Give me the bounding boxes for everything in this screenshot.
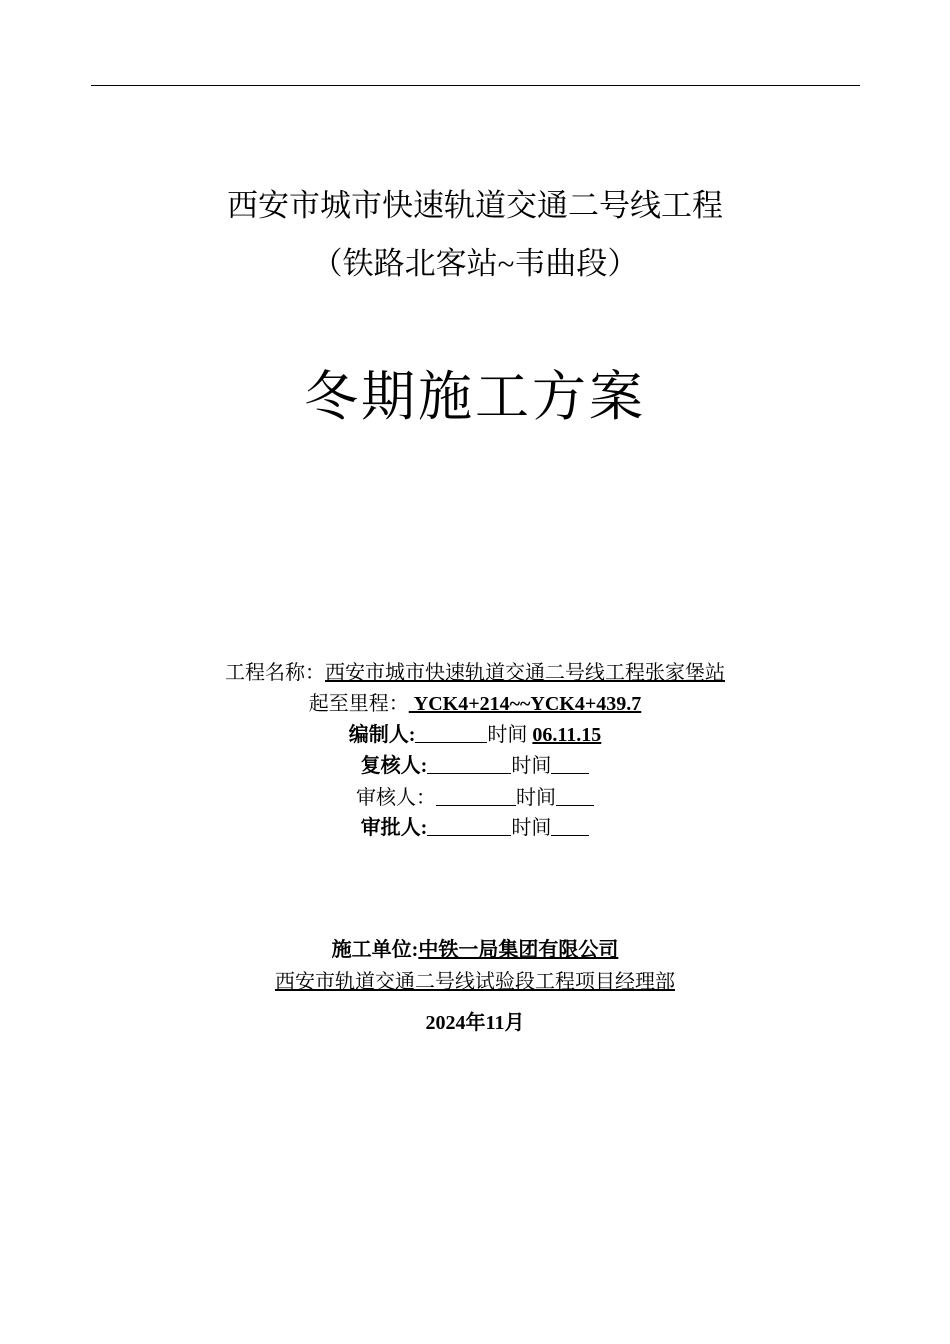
reviewer-time-label: 时间	[511, 755, 552, 777]
reviewer-signature-blank	[427, 755, 511, 774]
project-name-label: 工程名称：	[225, 662, 325, 684]
header-rule	[91, 85, 860, 86]
document-date: 2024年11月	[425, 1012, 525, 1034]
department-name: 西安市轨道交通二号线试验段工程项目经理部	[275, 971, 675, 993]
department-line	[0, 969, 950, 995]
auditor-label: 审核人：	[356, 787, 436, 809]
compiler-date: 06.11.15	[532, 724, 602, 746]
construction-unit-label: 施工单位:	[331, 939, 419, 961]
project-title: 西安市城市快速轨道交通二号线工程	[227, 188, 723, 223]
approver-date-blank	[551, 817, 589, 836]
reviewer-label: 复核人:	[360, 755, 428, 777]
section-title: （铁路北客站~韦曲段）	[311, 246, 639, 281]
project-name-value: 西安市城市快速轨道交通二号线工程张家堡站	[325, 662, 725, 684]
approver-line	[0, 815, 950, 841]
mileage-label: 起至里程：	[308, 693, 409, 715]
reviewer-line	[0, 753, 950, 779]
auditor-signature-blank	[436, 787, 516, 806]
compiler-line	[0, 722, 950, 748]
auditor-time-label: 时间	[516, 787, 556, 809]
approver-signature-blank	[427, 817, 511, 836]
auditor-date-blank	[556, 787, 594, 806]
document-title: 冬期施工方案	[304, 367, 646, 427]
mileage-line	[0, 691, 950, 717]
compiler-signature-blank	[415, 724, 487, 743]
approver-label: 审批人:	[360, 817, 428, 839]
construction-unit-line	[0, 937, 950, 963]
compiler-time-label: 时间	[487, 724, 528, 746]
auditor-line	[0, 785, 950, 811]
project-name-line	[0, 660, 950, 686]
approver-time-label: 时间	[511, 817, 552, 839]
reviewer-date-blank	[551, 755, 589, 774]
compiler-label: 编制人:	[348, 724, 416, 746]
construction-unit-value: 中铁一局集团有限公司	[418, 939, 619, 961]
mileage-value: YCK4+214~~YCK4+439.7	[408, 693, 642, 715]
